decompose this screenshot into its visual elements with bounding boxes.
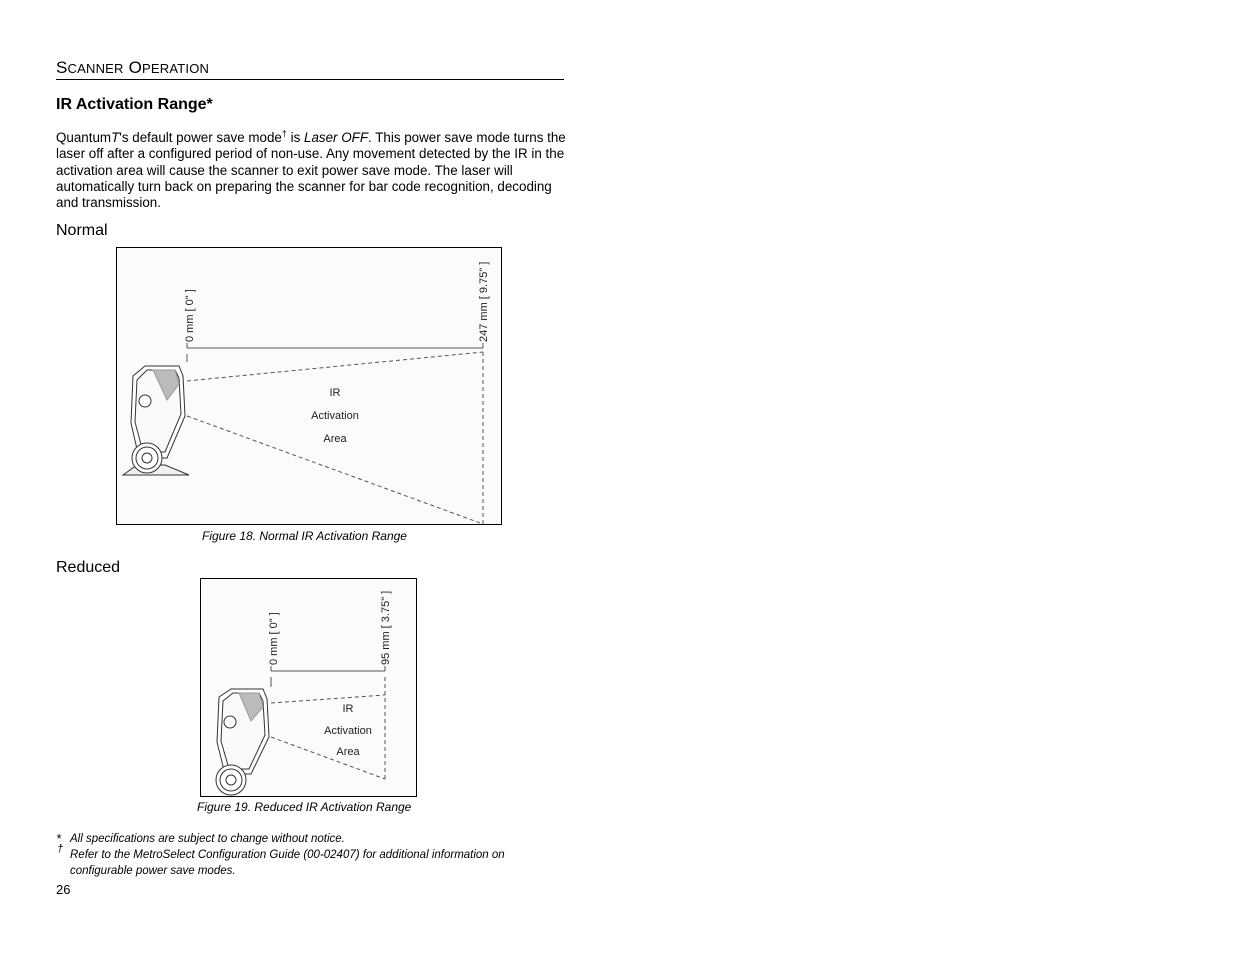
body-paragraph bbox=[56, 130, 566, 211]
page-number: 26 bbox=[56, 882, 71, 897]
normal-diagram bbox=[117, 248, 501, 524]
footnote-text: All specifications are subject to change without notice. bbox=[70, 833, 345, 845]
ir-lower-boundary bbox=[271, 737, 385, 779]
header-rest-1: CANNER bbox=[67, 61, 124, 76]
header-cap-2: O bbox=[128, 58, 143, 77]
range-start-label: 0 mm [ 0" ] bbox=[268, 612, 280, 665]
scanner-icon bbox=[216, 689, 269, 795]
area-label-line: IR bbox=[342, 703, 354, 715]
scanner-icon bbox=[123, 366, 189, 475]
normal-figure bbox=[116, 247, 502, 525]
paragraph-part: 's default power save mode bbox=[119, 130, 282, 145]
normal-caption: Figure 18. Normal IR Activation Range bbox=[202, 529, 407, 543]
section-heading: IR Activation Range* bbox=[56, 96, 213, 113]
paragraph-part: . This power save mode turns the laser off after a configured period of non-use. Any movement detected by the IR in the activation area will cause the scanner to exit power save mode. The laser will automatically turn back on preparing the scanner for bar code recognition, decoding and transmission. bbox=[56, 130, 566, 211]
footnote-text: Refer to the MetroSelect Configuration Guide (00-02407) for additional information on configurable power save modes. bbox=[70, 849, 505, 877]
paragraph-part: is bbox=[286, 130, 305, 145]
paragraph-italic: Laser OFF bbox=[304, 130, 369, 145]
range-end-label: 247 mm [ 9.75" ] bbox=[478, 261, 490, 342]
area-label-line: IR bbox=[329, 387, 341, 399]
paragraph-part: Quantum bbox=[56, 130, 112, 145]
header-rest-2: PERATION bbox=[142, 61, 210, 76]
area-label-line: Area bbox=[323, 433, 347, 445]
footnote-mark: † bbox=[57, 843, 64, 855]
reduced-figure bbox=[200, 578, 417, 797]
paragraph-italic: T bbox=[111, 130, 120, 145]
dagger-mark: † bbox=[281, 128, 287, 139]
header-cap-1: S bbox=[56, 58, 68, 77]
reduced-subheading: Reduced bbox=[56, 559, 121, 576]
ir-upper-boundary bbox=[271, 695, 385, 703]
section-header bbox=[56, 58, 209, 78]
footnote-mark: * bbox=[56, 831, 62, 846]
ir-upper-boundary bbox=[187, 352, 483, 381]
header-rule bbox=[56, 79, 564, 80]
range-end-label: 95 mm [ 3.75" ] bbox=[380, 590, 392, 665]
range-start-label: 0 mm [ 0" ] bbox=[184, 289, 196, 342]
reduced-diagram bbox=[201, 579, 416, 796]
reduced-caption: Figure 19. Reduced IR Activation Range bbox=[197, 800, 412, 814]
normal-subheading: Normal bbox=[56, 222, 108, 239]
area-label-line: Activation bbox=[324, 725, 372, 737]
area-label-line: Activation bbox=[311, 410, 359, 422]
area-label-line: Area bbox=[336, 746, 360, 758]
